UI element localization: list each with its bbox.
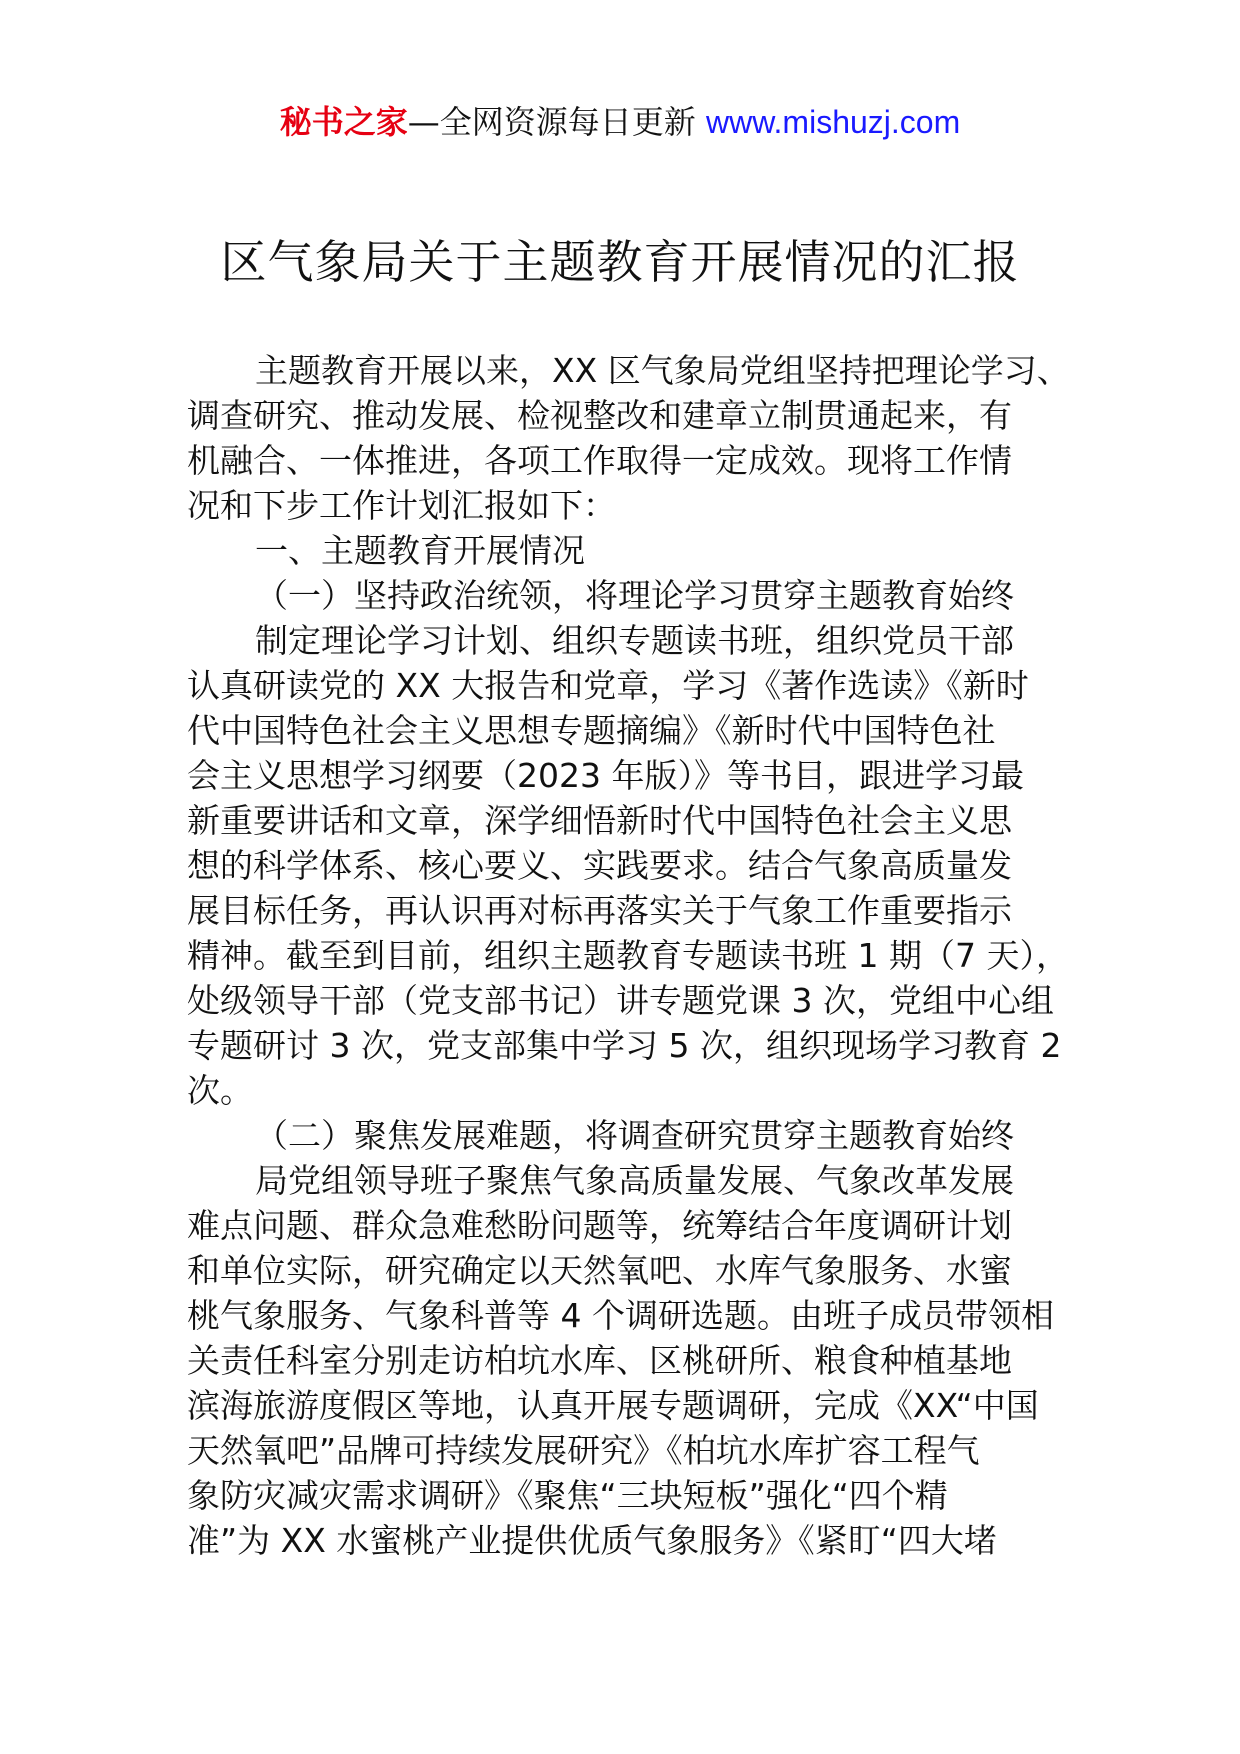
body-line: 制定理论学习计划、组织专题读书班，组织党员干部	[255, 621, 1014, 660]
body-line: 处级领导干部（党支部书记）讲专题党课 3 次，党组中心组	[187, 981, 1054, 1020]
brand-name: 秘书之家	[279, 103, 408, 141]
body-line: 调查研究、推动发展、检视整改和建章立制贯通起来，有	[187, 396, 1012, 435]
body-line: 局党组领导班子聚焦气象高质量发展、气象改革发展	[255, 1161, 1014, 1200]
document-title: 区气象局关于主题教育开展情况的汇报	[220, 235, 1020, 289]
body-line: 展目标任务，再认识再对标再落实关于气象工作重要指示	[187, 891, 1012, 930]
body-line: 关责任科室分别走访柏坑水库、区桃研所、粮食种植基地	[187, 1341, 1012, 1380]
document-body	[187, 348, 1070, 1563]
subsection-heading: （一）坚持政治统领，将理论学习贯穿主题教育始终	[255, 576, 1014, 615]
body-line: 天然氧吧”品牌可持续发展研究》《柏坑水库扩容工程气	[187, 1431, 980, 1470]
header-tagline: —全网资源每日更新	[407, 103, 706, 141]
body-line: 机融合、一体推进，各项工作取得一定成效。现将工作情	[187, 441, 1012, 480]
body-line: 和单位实际，研究确定以天然氧吧、水库气象服务、水蜜	[187, 1251, 1012, 1290]
subsection-heading: （二）聚焦发展难题，将调查研究贯穿主题教育始终	[255, 1116, 1014, 1155]
body-line: 认真研读党的 XX 大报告和党章，学习《著作选读》《新时	[187, 666, 1029, 705]
site-url-link[interactable]: www.mishuzj.com	[705, 104, 961, 140]
body-line: 精神。截至到目前，组织主题教育专题读书班 1 期（7 天），	[187, 936, 1069, 975]
body-line: 准”为 XX 水蜜桃产业提供优质气象服务》《紧盯“四大堵	[187, 1521, 997, 1560]
body-line: 新重要讲话和文章，深学细悟新时代中国特色社会主义思	[187, 801, 1012, 840]
body-line: 会主义思想学习纲要（2023 年版）》等书目，跟进学习最	[187, 756, 1024, 795]
body-line: 代中国特色社会主义思想专题摘编》《新时代中国特色社	[187, 711, 996, 750]
body-line: 滨海旅游度假区等地，认真开展专题调研，完成《XX“中国	[187, 1386, 1039, 1425]
body-line: 专题研讨 3 次，党支部集中学习 5 次，组织现场学习教育 2	[187, 1026, 1062, 1065]
body-line: 桃气象服务、气象科普等 4 个调研选题。由班子成员带领相	[187, 1296, 1054, 1335]
section-heading: 一、主题教育开展情况	[255, 531, 585, 570]
body-line: 难点问题、群众急难愁盼问题等，统筹结合年度调研计划	[187, 1206, 1012, 1245]
body-line: 主题教育开展以来，XX 区气象局党组坚持把理论学习、	[255, 351, 1070, 390]
body-line: 次。	[187, 1071, 253, 1110]
site-header	[0, 100, 1240, 144]
body-line: 象防灾减灾需求调研》《聚焦“三块短板”强化“四个精	[187, 1476, 948, 1515]
body-line: 想的科学体系、核心要义、实践要求。结合气象高质量发	[187, 846, 1012, 885]
body-line: 况和下步工作计划汇报如下：	[187, 486, 616, 525]
